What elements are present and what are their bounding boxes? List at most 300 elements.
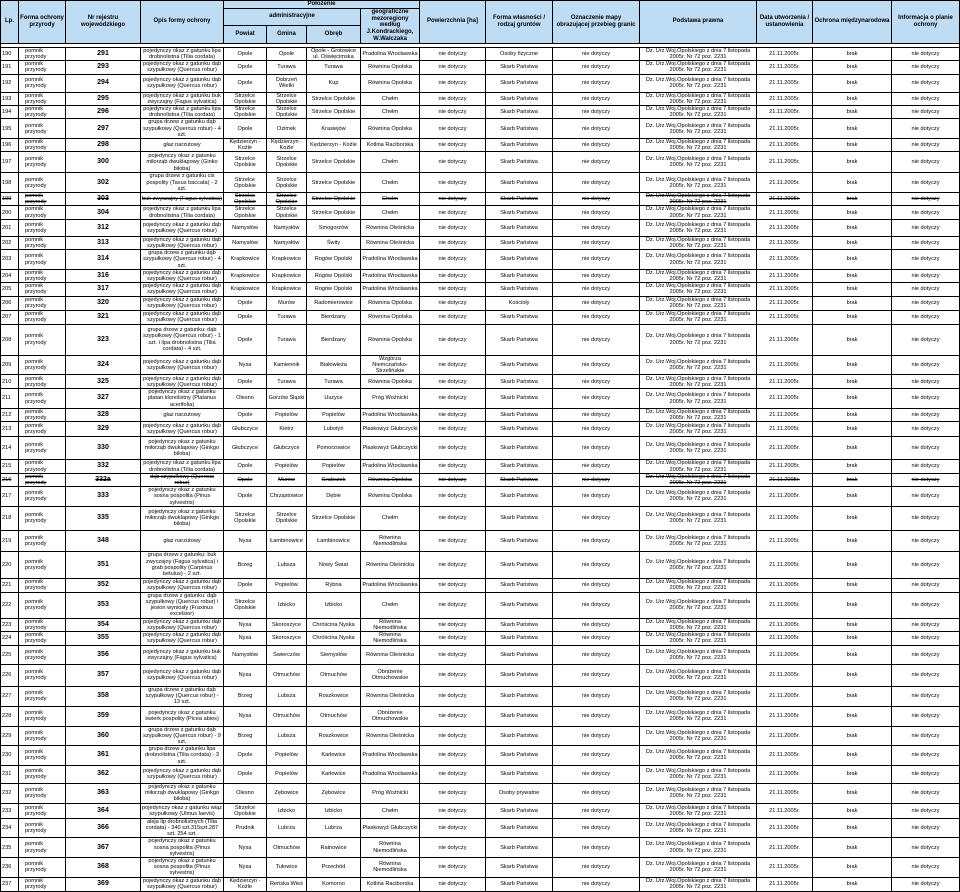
cell-nr-rejestru: 361 (66, 746, 141, 766)
cell-data-utworzenia: 21.11.2005r. (757, 592, 813, 618)
cell-ochrona-miedzynarodowa: brak (813, 877, 892, 891)
cell-plan-ochrony: nie dotyczy (892, 296, 960, 310)
cell-podstawa-prawna: Dz. Urz.Woj.Opolskiego z dnia 7 listopada 2005r. Nr 72 poz. 2231 (640, 783, 757, 803)
cell-data-utworzenia: 21.11.2005r. (757, 437, 813, 460)
cell-lp: 216 (1, 473, 19, 486)
cell-powierzchnia: nie dotyczy (420, 838, 486, 858)
cell-plan-ochrony: nie dotyczy (892, 422, 960, 437)
cell-plan-ochrony: nie dotyczy (892, 283, 960, 296)
cell-data-utworzenia: 21.11.2005r. (757, 152, 813, 173)
cell-forma-wlasnosci: Skarb Państwa (486, 578, 553, 592)
cell-mezoregion: Próg Woźnicki (361, 783, 420, 803)
cell-forma-ochrony: pomnik przyrody (19, 706, 66, 726)
cell-data-utworzenia: 21.11.2005r. (757, 506, 813, 530)
table-row (1, 206, 960, 219)
cell-nr-rejestru: 298 (66, 139, 141, 152)
cell-ochrona-miedzynarodowa: brak (813, 324, 892, 355)
cell-data-utworzenia: 21.11.2005r. (757, 803, 813, 818)
cell-ochrona-miedzynarodowa: brak (813, 857, 892, 877)
table-row (1, 746, 960, 766)
table-row (1, 664, 960, 686)
cell-mezoregion: Równina Oleśnicka (361, 236, 420, 249)
cell-ochrona-miedzynarodowa: brak (813, 765, 892, 783)
header-oznaczenie-mapy: Oznaczenie mapy obrazującej przebieg granic (553, 1, 640, 44)
cell-gmina: Otmuchów (267, 838, 307, 858)
cell-opis: pojedynczy okaz z gatunku buk zwyczajny (Fagus sylvatica) (141, 645, 224, 664)
cell-powierzchnia: nie dotyczy (420, 173, 486, 193)
cell-mezoregion: Pradolina Wrocławska (361, 578, 420, 592)
cell-lp: 197 (1, 152, 19, 173)
cell-forma-wlasnosci: Skarb Państwa (486, 437, 553, 460)
cell-lp: 196 (1, 139, 19, 152)
cell-forma-ochrony: pomnik przyrody (19, 803, 66, 818)
cell-plan-ochrony: nie dotyczy (892, 631, 960, 645)
cell-data-utworzenia: 21.11.2005r. (757, 269, 813, 282)
cell-oznaczenie-mapy: nie dotyczy (553, 473, 640, 486)
cell-data-utworzenia: 21.11.2005r. (757, 92, 813, 105)
cell-powierzchnia: nie dotyczy (420, 106, 486, 119)
cell-powiat: Strzelce Opolskie (224, 206, 267, 219)
header-forma-ochrony: Forma ochrony przyrody (19, 1, 66, 44)
cell-ochrona-miedzynarodowa: brak (813, 645, 892, 664)
cell-mezoregion: Chełm (361, 592, 420, 618)
cell-ochrona-miedzynarodowa: brak (813, 783, 892, 803)
cell-opis: pojedynczy okaz z gatunku wiąz szypułkowy (Ulmus laevis) (142, 804, 222, 817)
cell-powiat: Strzelce Opolskie (224, 173, 267, 193)
cell-powierzchnia: nie dotyczy (420, 857, 486, 877)
cell-oznaczenie-mapy: nie dotyczy (553, 310, 640, 324)
cell-obreb: Przechód (307, 857, 361, 877)
cell-ochrona-miedzynarodowa: brak (813, 296, 892, 310)
cell-podstawa-prawna: Dz. Urz.Woj.Opolskiego z dnia 7 listopada 2005r. Nr 72 poz. 2231 (640, 236, 757, 249)
cell-gmina: Strzelce Opolskie (267, 173, 307, 193)
cell-podstawa-prawna: Dz. Urz.Woj.Opolskiego z dnia 7 listopada 2005r. Nr 72 poz. 2231 (640, 296, 757, 310)
cell-data-utworzenia: 21.11.2005r. (757, 706, 813, 726)
cell-mezoregion: Równina Niemodlińska (361, 838, 420, 858)
cell-mezoregion: Pradolina Wrocławska (361, 250, 420, 270)
cell-podstawa-prawna: Dz. Urz.Woj.Opolskiego z dnia 7 listopada 2005r. Nr 72 poz. 2231 (640, 686, 757, 706)
cell-oznaczenie-mapy: nie dotyczy (553, 250, 640, 270)
cell-obreb: Roszkowice (307, 686, 361, 706)
cell-opis: pojedynczy okaz z gatunku dąb szypułkowy (Quercus robur) (141, 631, 224, 645)
cell-data-utworzenia: 21.11.2005r. (757, 686, 813, 706)
cell-podstawa-prawna: Dz. Urz.Woj.Opolskiego z dnia 7 listopada 2005r. Nr 72 poz. 2231 (640, 765, 757, 783)
cell-gmina: Kamiennik (267, 355, 307, 375)
cell-oznaczenie-mapy: nie dotyczy (553, 269, 640, 282)
cell-lp: 234 (1, 818, 19, 838)
table-row (1, 61, 960, 74)
cell-powierzchnia: nie dotyczy (420, 389, 486, 409)
cell-forma-ochrony: pomnik przyrody (19, 236, 66, 249)
cell-ochrona-miedzynarodowa: brak (813, 375, 892, 389)
cell-podstawa-prawna: Dz. Urz.Woj.Opolskiego z dnia 7 listopada 2005r. Nr 72 poz. 2231 (640, 631, 757, 645)
cell-powiat: Opole (224, 578, 267, 592)
cell-powiat: Głubczyce (224, 437, 267, 460)
cell-mezoregion: Chełm (361, 92, 420, 105)
cell-plan-ochrony: nie dotyczy (892, 578, 960, 592)
cell-obreb: Rogów Opolski (307, 283, 361, 296)
cell-podstawa-prawna: Dz. Urz.Woj.Opolskiego z dnia 7 listopada 2005r. Nr 72 poz. 2231 (640, 269, 757, 282)
cell-powiat: Opole (224, 408, 267, 421)
cell-data-utworzenia: 21.11.2005r. (757, 838, 813, 858)
cell-opis: głaz narzutowy (141, 408, 224, 421)
cell-ochrona-miedzynarodowa: brak (813, 193, 892, 206)
cell-podstawa-prawna: Dz. Urz.Woj.Opolskiego z dnia 7 listopada 2005r. Nr 72 poz. 2231 (640, 310, 757, 324)
cell-lp: 212 (1, 408, 19, 421)
cell-podstawa-prawna: Dz. Urz.Woj.Opolskiego z dnia 7 listopada 2005r. Nr 72 poz. 2231 (640, 818, 757, 838)
table-row (1, 152, 960, 173)
cell-podstawa-prawna: Dz. Urz.Woj.Opolskiego z dnia 7 listopada 2005r. Nr 72 poz. 2231 (640, 664, 757, 686)
cell-opis: głaz narzutowy (141, 530, 224, 551)
cell-plan-ochrony: nie dotyczy (892, 61, 960, 74)
cell-obreb: Rybna (307, 578, 361, 592)
cell-data-utworzenia: 21.11.2005r. (757, 296, 813, 310)
table-row (1, 551, 960, 578)
cell-mezoregion: Płaskowyż Głubczycki (361, 422, 420, 437)
cell-nr-rejestru: 327 (66, 389, 141, 409)
cell-nr-rejestru: 360 (66, 726, 141, 746)
cell-obreb: Strzelce Opolskie (307, 193, 361, 206)
cell-mezoregion: Równina Opolska (361, 296, 420, 310)
cell-opis: pojedynczy okaz z gatunku lipa drobnolistna (Tilia cordata) (141, 206, 224, 219)
cell-podstawa-prawna: Dz. Urz.Woj.Opolskiego z dnia 7 listopada 2005r. Nr 72 poz. 2231 (640, 119, 757, 139)
table-row (1, 324, 960, 355)
cell-lp: 237 (1, 877, 19, 891)
cell-data-utworzenia: 21.11.2005r. (757, 746, 813, 766)
cell-opis: buk zwyczajny (Fagus sylvatica) (141, 193, 224, 206)
cell-lp: 203 (1, 250, 19, 270)
cell-podstawa-prawna: Dz. Urz.Woj.Opolskiego z dnia 7 listopada 2005r. Nr 72 poz. 2231 (640, 592, 757, 618)
cell-powierzchnia: nie dotyczy (420, 310, 486, 324)
cell-ochrona-miedzynarodowa: brak (813, 283, 892, 296)
cell-powiat: Opole (224, 296, 267, 310)
cell-nr-rejestru: 324 (66, 355, 141, 375)
table-row (1, 838, 960, 858)
cell-oznaczenie-mapy: nie dotyczy (553, 551, 640, 578)
cell-powiat: Strzelce Opolskie (224, 193, 267, 206)
cell-nr-rejestru: 332 (66, 460, 141, 473)
table-row (1, 283, 960, 296)
cell-nr-rejestru: 352 (66, 578, 141, 592)
cell-mezoregion: Wzgórza Niemczańsko-Strzelińskie (361, 355, 420, 375)
cell-nr-rejestru: 354 (66, 618, 141, 631)
cell-forma-wlasnosci: Skarb Państwa (486, 250, 553, 270)
cell-powiat: Opole (224, 473, 267, 486)
cell-plan-ochrony: nie dotyczy (892, 408, 960, 421)
cell-powiat: Strzelce Opolskie (224, 152, 267, 173)
cell-forma-ochrony: pomnik przyrody (19, 355, 66, 375)
cell-oznaczenie-mapy: nie dotyczy (553, 530, 640, 551)
cell-lp: 232 (1, 783, 19, 803)
cell-mezoregion: Chełm (361, 193, 420, 206)
cell-forma-ochrony: pomnik przyrody (19, 487, 66, 507)
cell-lp: 217 (1, 487, 19, 507)
cell-opis: pojedynczy okaz z gatunku dąb szypułkowy (Quercus robur) (141, 310, 224, 324)
cell-forma-wlasnosci: Skarb Państwa (486, 283, 553, 296)
cell-obreb: Turawa (307, 375, 361, 389)
cell-forma-ochrony: pomnik przyrody (19, 219, 66, 236)
cell-gmina: Głubczyce (267, 437, 307, 460)
cell-forma-wlasnosci: Kościoły (486, 296, 553, 310)
cell-ochrona-miedzynarodowa: brak (813, 119, 892, 139)
cell-oznaczenie-mapy: nie dotyczy (553, 592, 640, 618)
cell-forma-wlasnosci: Skarb Państwa (486, 592, 553, 618)
cell-powierzchnia: nie dotyczy (420, 686, 486, 706)
cell-gmina: Popielów (267, 765, 307, 783)
cell-nr-rejestru: 294 (66, 74, 141, 92)
cell-powierzchnia: nie dotyczy (420, 119, 486, 139)
cell-forma-ochrony: pomnik przyrody (19, 686, 66, 706)
cell-opis: pojedynczy okaz z gatunku dąb szypułkowy (Quercus robur) (141, 664, 224, 686)
cell-ochrona-miedzynarodowa: brak (813, 61, 892, 74)
cell-powierzchnia: nie dotyczy (420, 726, 486, 746)
cell-forma-wlasnosci: Skarb Państwa (486, 664, 553, 686)
cell-plan-ochrony: nie dotyczy (892, 706, 960, 726)
cell-podstawa-prawna: Dz. Urz.Woj.Opolskiego z dnia 7 listopada 2005r. Nr 72 poz. 2231 (640, 408, 757, 421)
cell-oznaczenie-mapy: nie dotyczy (553, 74, 640, 92)
cell-ochrona-miedzynarodowa: brak (813, 47, 892, 60)
cell-powierzchnia: nie dotyczy (420, 487, 486, 507)
cell-forma-ochrony: pomnik przyrody (19, 818, 66, 838)
cell-obreb: Rogów Opolski (307, 250, 361, 270)
cell-powierzchnia: nie dotyczy (420, 506, 486, 530)
cell-nr-rejestru: 359 (66, 706, 141, 726)
cell-plan-ochrony: nie dotyczy (892, 375, 960, 389)
table-row (1, 530, 960, 551)
cell-lp: 222 (1, 592, 19, 618)
cell-podstawa-prawna: Dz. Urz.Woj.Opolskiego z dnia 7 listopada 2005r. Nr 72 poz. 2231 (640, 460, 757, 473)
cell-forma-wlasnosci: Skarb Państwa (486, 803, 553, 818)
cell-ochrona-miedzynarodowa: brak (813, 437, 892, 460)
cell-obreb: Popielów (307, 460, 361, 473)
cell-powierzchnia: nie dotyczy (420, 618, 486, 631)
cell-obreb: Zębowice (307, 783, 361, 803)
cell-obreb: Strzelce Opolskie (307, 173, 361, 193)
cell-podstawa-prawna: Dz. Urz.Woj.Opolskiego z dnia 7 listopada 2005r. Nr 72 poz. 2231 (640, 193, 757, 206)
table-row (1, 592, 960, 618)
cell-obreb: Popielów (307, 408, 361, 421)
cell-nr-rejestru: 353 (66, 592, 141, 618)
cell-mezoregion: Chełm (361, 506, 420, 530)
cell-ochrona-miedzynarodowa: brak (813, 355, 892, 375)
cell-powierzchnia: nie dotyczy (420, 92, 486, 105)
cell-forma-ochrony: pomnik przyrody (19, 408, 66, 421)
cell-obreb: Pomorzowice (307, 437, 361, 460)
cell-oznaczenie-mapy: nie dotyczy (553, 173, 640, 193)
cell-opis: pojedynczy okaz z gatunku lipa drobnolistna (Tilia cordata) (141, 47, 224, 60)
cell-plan-ochrony: nie dotyczy (892, 838, 960, 858)
cell-ochrona-miedzynarodowa: brak (813, 173, 892, 193)
cell-mezoregion: Chełm (361, 173, 420, 193)
cell-forma-ochrony: pomnik przyrody (19, 578, 66, 592)
cell-gmina: Strzelce Opolskie (267, 152, 307, 173)
header-data-utworzenia: Data utworzenia / ustanowienia (757, 1, 813, 44)
cell-oznaczenie-mapy: nie dotyczy (553, 283, 640, 296)
cell-mezoregion: Równina Opolska (361, 375, 420, 389)
cell-powiat: Nysa (224, 618, 267, 631)
cell-obreb: Kędzierzyn - Koźle (307, 139, 361, 152)
cell-mezoregion: Kotlina Raciborska (361, 877, 420, 891)
cell-powierzchnia: nie dotyczy (420, 530, 486, 551)
cell-mezoregion: Płaskowyż Głubczycki (361, 437, 420, 460)
table-row (1, 250, 960, 270)
cell-podstawa-prawna: Dz. Urz.Woj.Opolskiego z dnia 7 listopada 2005r. Nr 72 poz. 2231 (640, 219, 757, 236)
cell-data-utworzenia: 21.11.2005r. (757, 389, 813, 409)
cell-forma-wlasnosci: Skarb Państwa (486, 119, 553, 139)
cell-powierzchnia: nie dotyczy (420, 437, 486, 460)
cell-opis: grupa drzew z gatunku cis pospolity (Taxus baccata) - 2 szt. (141, 173, 224, 193)
cell-data-utworzenia: 21.11.2005r. (757, 422, 813, 437)
cell-forma-wlasnosci: Skarb Państwa (486, 726, 553, 746)
header-gmina: Gmina (267, 25, 307, 43)
cell-opis: pojedynczy okaz z gatunku dąb szypułkowy (Quercus robur) (141, 765, 224, 783)
cell-data-utworzenia: 21.11.2005r. (757, 818, 813, 838)
cell-oznaczenie-mapy: nie dotyczy (553, 578, 640, 592)
table-row (1, 578, 960, 592)
cell-podstawa-prawna: Dz. Urz.Woj.Opolskiego z dnia 7 listopada 2005r. Nr 72 poz. 2231 (640, 857, 757, 877)
cell-oznaczenie-mapy: nie dotyczy (553, 487, 640, 507)
cell-gmina: Popielów (267, 746, 307, 766)
cell-forma-ochrony: pomnik przyrody (19, 47, 66, 60)
cell-forma-wlasnosci: Skarb Państwa (486, 74, 553, 92)
table-row (1, 193, 960, 206)
cell-podstawa-prawna: Dz. Urz.Woj.Opolskiego z dnia 7 listopada 2005r. Nr 72 poz. 2231 (640, 375, 757, 389)
cell-gmina: Popielów (267, 408, 307, 421)
cell-opis: pojedynczy okaz z gatunku dąb szypułkowy (Quercus robur) (141, 422, 224, 437)
cell-obreb: Ratnowice (307, 838, 361, 858)
cell-forma-ochrony: pomnik przyrody (19, 389, 66, 409)
cell-mezoregion: Równina Opolska (361, 74, 420, 92)
cell-forma-ochrony: pomnik przyrody (19, 119, 66, 139)
cell-ochrona-miedzynarodowa: brak (813, 578, 892, 592)
cell-mezoregion: Pradolina Wrocławska (361, 765, 420, 783)
cell-plan-ochrony: nie dotyczy (892, 269, 960, 282)
cell-forma-wlasnosci: Skarb Państwa (486, 324, 553, 355)
cell-forma-wlasnosci: Skarb Państwa (486, 139, 553, 152)
cell-oznaczenie-mapy: nie dotyczy (553, 193, 640, 206)
cell-powiat: Strzelce Opolskie (224, 592, 267, 618)
cell-opis: aleja lip drobnolistnych (Tilia cordata) - 340 szt.315szt.287 szt. 254 szt. (141, 818, 224, 838)
cell-podstawa-prawna: Dz. Urz.Woj.Opolskiego z dnia 7 listopada 2005r. Nr 72 poz. 2231 (640, 206, 757, 219)
cell-obreb: Radomierowice (307, 296, 361, 310)
cell-powierzchnia: nie dotyczy (420, 551, 486, 578)
cell-forma-ochrony: pomnik przyrody (19, 310, 66, 324)
cell-oznaczenie-mapy: nie dotyczy (553, 746, 640, 766)
cell-data-utworzenia: 21.11.2005r. (757, 61, 813, 74)
cell-gmina: Reńska Wieś (267, 877, 307, 891)
table-row (1, 422, 960, 437)
cell-ochrona-miedzynarodowa: brak (813, 487, 892, 507)
cell-oznaczenie-mapy: nie dotyczy (553, 92, 640, 105)
cell-plan-ochrony: nie dotyczy (892, 389, 960, 409)
cell-plan-ochrony: nie dotyczy (892, 47, 960, 60)
cell-nr-rejestru: 366 (66, 818, 141, 838)
cell-ochrona-miedzynarodowa: brak (813, 631, 892, 645)
cell-forma-wlasnosci: Skarb Państwa (486, 61, 553, 74)
cell-ochrona-miedzynarodowa: brak (813, 473, 892, 486)
cell-ochrona-miedzynarodowa: brak (813, 152, 892, 173)
cell-lp: 215 (1, 460, 19, 473)
cell-forma-wlasnosci: Skarb Państwa (486, 173, 553, 193)
cell-opis: grupa drzew z gatunku dąb szypułkowy (Quercus robur) - 9 szt. (141, 726, 224, 746)
table-row (1, 645, 960, 664)
cell-opis: grupa drzew z gatunku lipa drobnolistna (Tilia cordata) - 3 szt. (141, 746, 224, 766)
cell-nr-rejestru: 357 (66, 664, 141, 686)
cell-lp: 221 (1, 578, 19, 592)
cell-data-utworzenia: 21.11.2005r. (757, 106, 813, 119)
cell-obreb: Chróścina Nyska (307, 631, 361, 645)
cell-powiat: Opole (224, 47, 267, 60)
table-row (1, 92, 960, 105)
cell-opis: pojedynczy okaz z gatunku dąb szypułkowy (Quercus robur) (141, 618, 224, 631)
cell-podstawa-prawna: Dz. Urz.Woj.Opolskiego z dnia 7 listopada 2005r. Nr 72 poz. 2231 (640, 437, 757, 460)
header-nr-rejestru: Nr rejestru wojewódzkiego (66, 1, 141, 44)
cell-ochrona-miedzynarodowa: brak (813, 422, 892, 437)
cell-gmina: Krapkowice (267, 283, 307, 296)
cell-gmina: Turawa (267, 310, 307, 324)
cell-oznaczenie-mapy: nie dotyczy (553, 631, 640, 645)
cell-ochrona-miedzynarodowa: brak (813, 664, 892, 686)
cell-gmina: Krapkowice (267, 269, 307, 282)
cell-mezoregion: Równina Niemodlińska (361, 618, 420, 631)
cell-lp: 199 (1, 193, 19, 206)
cell-forma-wlasnosci: Skarb Państwa (486, 487, 553, 507)
cell-powierzchnia: nie dotyczy (420, 746, 486, 766)
cell-opis: grupa drzew z gatunku: dąb szypułkowy (Quercus robur) i jesion wyniosły (Fraxinus excelsior) (141, 592, 224, 618)
cell-forma-ochrony: pomnik przyrody (19, 92, 66, 105)
cell-gmina: Opole (267, 47, 307, 60)
cell-oznaczenie-mapy: nie dotyczy (553, 375, 640, 389)
cell-mezoregion: Równina Opolska (361, 487, 420, 507)
cell-gmina: Murów (267, 473, 307, 486)
cell-podstawa-prawna: Dz. Urz.Woj.Opolskiego z dnia 7 listopada 2005r. Nr 72 poz. 2231 (640, 706, 757, 726)
cell-obreb: Bierdzany (307, 324, 361, 355)
table-row (1, 857, 960, 877)
cell-mezoregion: Pradolina Wrocławska (361, 269, 420, 282)
cell-mezoregion: Równina Oleśnicka (361, 551, 420, 578)
cell-podstawa-prawna: Dz. Urz.Woj.Opolskiego z dnia 7 listopada 2005r. Nr 72 poz. 2231 (640, 551, 757, 578)
cell-ochrona-miedzynarodowa: brak (813, 269, 892, 282)
table-row (1, 389, 960, 409)
cell-mezoregion: Pradolina Wrocławska (361, 283, 420, 296)
cell-nr-rejestru: 367 (66, 838, 141, 858)
cell-gmina: Krapkowice (267, 250, 307, 270)
cell-powiat: Krapkowice (224, 250, 267, 270)
cell-mezoregion: Równina Oleśnicka (361, 726, 420, 746)
cell-gmina: Strzelce Opolskie (267, 193, 307, 206)
cell-plan-ochrony: nie dotyczy (892, 250, 960, 270)
header-powierzchnia: Powierzchnia [ha] (420, 1, 486, 44)
cell-data-utworzenia: 21.11.2005r. (757, 250, 813, 270)
cell-forma-ochrony: pomnik przyrody (19, 838, 66, 858)
cell-powiat: Nysa (224, 631, 267, 645)
cell-powierzchnia: nie dotyczy (420, 236, 486, 249)
cell-obreb: Opole - Grotowice ul. Oświęcimska (307, 47, 361, 60)
cell-powierzchnia: nie dotyczy (420, 460, 486, 473)
cell-opis: pojedynczy okaz z gatunku dąb szypułkowy (Quercus robur) (141, 375, 224, 389)
cell-forma-wlasnosci: Osoby prywatne (486, 783, 553, 803)
cell-ochrona-miedzynarodowa: brak (813, 74, 892, 92)
cell-opis: grupa drzew z gatunku: buk zwyczajny (Fagus sylvatica) i grab pospolity (Carpinus betulus) - 2 szt. (141, 551, 224, 578)
cell-oznaczenie-mapy: nie dotyczy (553, 119, 640, 139)
cell-obreb: Otmuchów (307, 706, 361, 726)
cell-forma-ochrony: pomnik przyrody (19, 664, 66, 686)
cell-nr-rejestru: 317 (66, 283, 141, 296)
cell-forma-wlasnosci: Skarb Państwa (486, 389, 553, 409)
cell-nr-rejestru: 358 (66, 686, 141, 706)
cell-powiat: Strzelce Opolskie (224, 803, 267, 818)
cell-plan-ochrony: nie dotyczy (892, 74, 960, 92)
